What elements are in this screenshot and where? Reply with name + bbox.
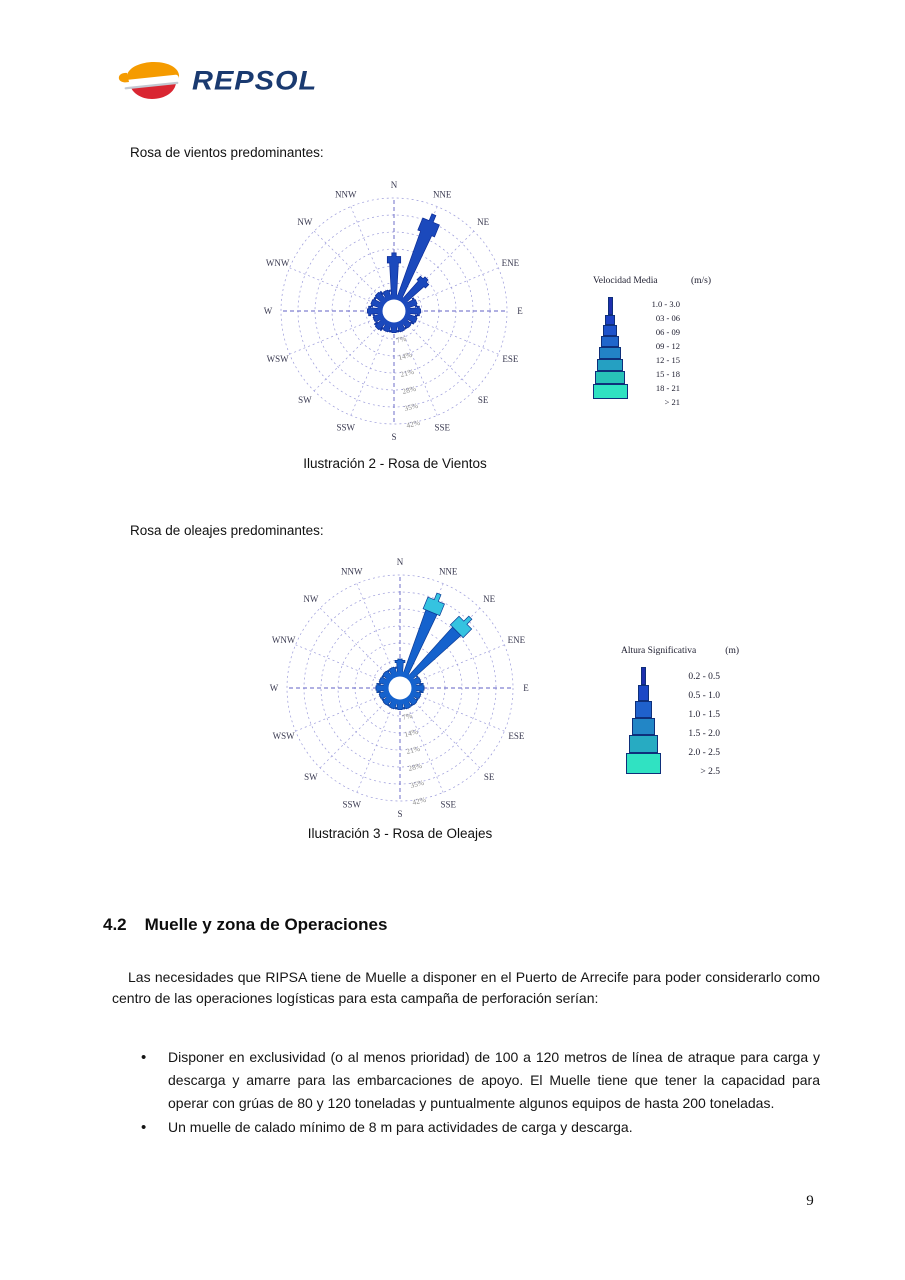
compass-label: W: [269, 683, 279, 693]
compass-label: NNW: [341, 566, 363, 577]
legend-pyramid-segment: [593, 384, 628, 399]
center-hole: [389, 677, 411, 699]
compass-label: SSW: [342, 799, 362, 810]
center-hole: [383, 300, 405, 322]
grid-radial: [409, 317, 499, 354]
grid-radial: [411, 699, 480, 768]
ring-percent-label: 14%: [397, 349, 413, 362]
ring-percent-label: 35%: [403, 400, 419, 413]
compass-label: WNW: [265, 257, 290, 268]
legend-bin-label: 15 - 18: [655, 369, 680, 379]
compass-label: SSW: [336, 422, 356, 433]
legend-pyramid-segment: [603, 325, 617, 336]
ring-percent-label: 14%: [403, 726, 419, 739]
list-item: • Un muelle de calado mínimo de 8 m para actividades de carga y descarga.: [168, 1116, 820, 1139]
compass-label: WSW: [266, 354, 289, 365]
compass-label: SE: [477, 395, 489, 406]
intro-paragraph: Las necesidades que RIPSA tiene de Muelle a disponer en el Puerto de Arrecife para poder considerarlo como centro de las operaciones logísticas para esta campaña de perforación serían:: [112, 969, 820, 1006]
legend-pyramid-segment: [635, 701, 652, 718]
wave-height-legend: [621, 646, 739, 781]
legend-bin-label: 1.0 - 1.5: [688, 709, 720, 720]
ring-percent-label: 28%: [401, 383, 417, 396]
wind-rose-svg: [247, 175, 547, 447]
requirements-list: [168, 1046, 820, 1140]
compass-label: E: [517, 306, 523, 316]
compass-label: NE: [483, 593, 496, 604]
grid-radial: [320, 608, 389, 677]
legend-bin-label: 2.0 - 2.5: [688, 747, 720, 758]
ring-percent-label: 35%: [409, 777, 425, 790]
compass-label: NNE: [438, 566, 458, 577]
legend-pyramid-segment: [599, 347, 621, 359]
compass-label: N: [396, 557, 404, 567]
grid-radial: [290, 317, 380, 354]
compass-label: SE: [483, 772, 495, 783]
legend-pyramid-segment: [641, 667, 646, 685]
compass-label: ESE: [508, 731, 525, 742]
legend-title: Velocidad Media: [593, 276, 658, 286]
grid-radial: [296, 694, 386, 731]
legend-bin-label: 1.5 - 2.0: [688, 728, 720, 739]
legend-pyramid: [593, 297, 627, 409]
section-title: Muelle y zona de Operaciones: [144, 915, 388, 934]
compass-label: NW: [297, 216, 313, 227]
compass-label: SSE: [440, 799, 456, 810]
legend-bin-label: 09 - 12: [655, 341, 680, 351]
wind-rose-label: Rosa de vientos predominantes:: [130, 145, 324, 160]
wave-rose-chart: [253, 552, 553, 829]
legend-bin-label: > 21: [664, 397, 680, 407]
grid-radial: [415, 694, 505, 731]
legend-pyramid-segment: [626, 753, 661, 774]
legend-bin-label: 03 - 06: [655, 313, 680, 323]
grid-radial: [357, 584, 394, 674]
legend-pyramid: [621, 667, 665, 781]
compass-label: S: [397, 809, 403, 819]
legend-bin-label: > 2.5: [700, 766, 720, 777]
legend-bin-label: 06 - 09: [655, 327, 680, 337]
legend-pyramid-segment: [595, 371, 626, 384]
legend-pyramid-segment: [608, 297, 613, 315]
legend-bin-label: 0.5 - 1.0: [688, 690, 720, 701]
legend-unit: (m): [725, 646, 739, 656]
compass-label: WNW: [271, 634, 296, 645]
repsol-wordmark: REPSOL: [192, 65, 318, 96]
page-number: 9: [806, 1193, 814, 1209]
ring-percent-label: 28%: [407, 760, 423, 773]
wind-speed-legend: [593, 276, 711, 409]
grid-radial: [314, 322, 383, 391]
legend-pyramid-segment: [632, 718, 655, 735]
legend-pyramid-segment: [629, 735, 658, 753]
wave-rose-caption: Ilustración 3 - Rosa de Oleajes: [307, 826, 493, 841]
compass-label: SSE: [434, 422, 450, 433]
grid-radial: [314, 231, 383, 300]
legend-pyramid-segment: [638, 685, 649, 701]
compass-label: NNE: [432, 189, 452, 200]
grid-radial: [296, 645, 386, 682]
legend-bin-label: 1.0 - 3.0: [651, 299, 680, 309]
compass-label: ENE: [501, 257, 520, 268]
legend-bin-label: 12 - 15: [655, 355, 680, 365]
compass-label: NW: [303, 593, 319, 604]
grid-radial: [351, 207, 388, 297]
compass-label: W: [263, 306, 273, 316]
compass-label: NE: [477, 216, 490, 227]
section-heading: [103, 915, 387, 935]
compass-label: E: [523, 683, 529, 693]
compass-label: SW: [304, 772, 318, 783]
grid-radial: [351, 326, 388, 416]
grid-radial: [320, 699, 389, 768]
ring-percent-label: 42%: [411, 794, 427, 807]
repsol-logo: [116, 57, 317, 105]
wave-rose-svg: [253, 552, 553, 824]
compass-label: ESE: [502, 354, 519, 365]
compass-label: ENE: [507, 634, 526, 645]
ring-percent-label: 21%: [405, 743, 421, 756]
list-item: • Disponer en exclusividad (o al menos prioridad) de 100 a 120 metros de línea de atraque para carga y descarga y amarre para las embarcaciones de apoyo. El Muelle tiene que tener la capacidad para operar con grúas de 80 y 120 toneladas y puntualmente algunos equipos de hasta 200 toneladas.: [168, 1046, 820, 1115]
legend-pyramid-segment: [601, 336, 619, 347]
wind-rose-chart: [247, 175, 547, 452]
grid-radial: [405, 322, 474, 391]
grid-radial: [290, 268, 380, 305]
wave-rose-label: Rosa de oleajes predominantes:: [130, 523, 324, 538]
legend-unit: (m/s): [690, 276, 711, 286]
legend-bin-label: 0.2 - 0.5: [688, 671, 720, 682]
ring-percent-label: 7%: [401, 710, 414, 722]
compass-label: NNW: [335, 189, 357, 200]
compass-label: N: [390, 180, 398, 190]
section-number: 4.2: [103, 915, 127, 934]
legend-pyramid-segment: [605, 315, 614, 325]
legend-title: Altura Significativa: [621, 646, 697, 656]
compass-label: WSW: [272, 731, 295, 742]
legend-bin-label: 18 - 21: [655, 383, 680, 393]
legend-pyramid-segment: [597, 359, 623, 371]
ring-percent-label: 21%: [399, 366, 415, 379]
repsol-logo-icon: [116, 57, 184, 105]
wind-rose-caption: Ilustración 2 - Rosa de Vientos: [303, 456, 487, 471]
ring-percent-label: 7%: [395, 333, 408, 345]
ring-percent-label: 42%: [405, 417, 421, 430]
compass-label: S: [391, 432, 397, 442]
compass-label: SW: [298, 395, 312, 406]
grid-radial: [357, 703, 394, 793]
